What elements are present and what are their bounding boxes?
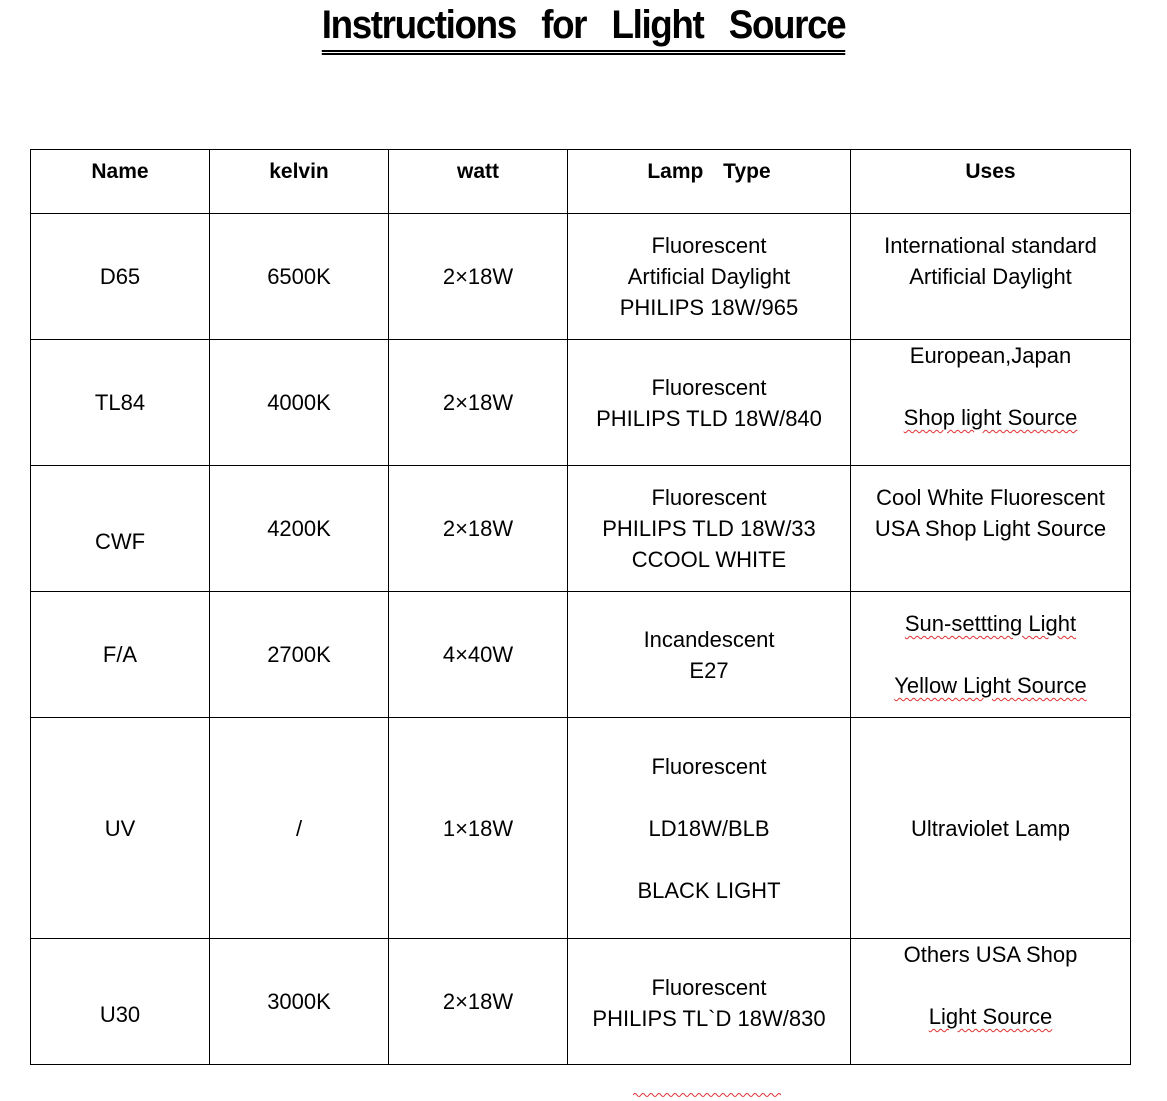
lamp-type-line: Incandescent xyxy=(643,626,775,652)
cell-watt: 2×18W xyxy=(389,340,568,466)
lamp-type-line: Fluorescent xyxy=(651,485,767,510)
table-row xyxy=(31,718,1131,939)
spellcheck-squiggle-decoration xyxy=(633,1092,781,1098)
table-row xyxy=(31,340,1131,466)
uses-line xyxy=(855,1001,1126,1032)
lamp-type-line: Artificial Daylight xyxy=(627,264,791,289)
cell-watt: 1×18W xyxy=(389,718,568,939)
cell-lamp-type xyxy=(568,592,851,718)
table-row xyxy=(31,466,1131,592)
uses-line xyxy=(855,402,1126,433)
header-name: Name xyxy=(31,150,210,214)
page-title: Instructions for Llight Source xyxy=(322,2,846,55)
title-container xyxy=(0,0,1167,55)
cell-uses xyxy=(851,939,1131,1065)
uses-line: Others USA Shop xyxy=(903,942,1078,967)
cell-watt: 2×18W xyxy=(389,939,568,1065)
cell-uses xyxy=(851,718,1131,939)
cell-lamp-type xyxy=(568,939,851,1065)
uses-line-text: Sun-settting Light xyxy=(904,611,1077,636)
lamp-type-line: PHILIPS TL`D 18W/830 xyxy=(592,1006,826,1031)
cell-lamp-type xyxy=(568,214,851,340)
uses-line: USA Shop Light Source xyxy=(874,516,1107,541)
cell-name: TL84 xyxy=(31,340,210,466)
uses-line xyxy=(855,608,1126,639)
uses-spacer xyxy=(855,371,1126,402)
lamp-type-line: PHILIPS TLD 18W/33 xyxy=(602,516,816,541)
lamp-type-line: LD18W/BLB xyxy=(648,815,770,841)
uses-line-text: Yellow Light Source xyxy=(894,673,1087,698)
lamp-type-line: Fluorescent xyxy=(651,975,767,1000)
lamp-type-line: Fluorescent xyxy=(651,374,767,400)
cell-name: U30 xyxy=(31,939,210,1065)
cell-lamp-type xyxy=(568,718,851,939)
table-row xyxy=(31,214,1131,340)
header-lamp-type: Lamp Type xyxy=(568,150,851,214)
cell-kelvin: / xyxy=(210,718,389,939)
uses-line: Artificial Daylight xyxy=(909,264,1072,289)
cell-kelvin: 2700K xyxy=(210,592,389,718)
cell-uses xyxy=(851,340,1131,466)
cell-name: F/A xyxy=(31,592,210,718)
lamp-type-spacer xyxy=(572,782,846,813)
lamp-type-line: PHILIPS 18W/965 xyxy=(619,295,799,320)
cell-name: CWF xyxy=(31,466,210,592)
lamp-type-line: E27 xyxy=(689,657,729,683)
cell-uses xyxy=(851,214,1131,340)
table-row xyxy=(31,939,1131,1065)
header-watt: watt xyxy=(389,150,568,214)
table-header-row xyxy=(31,150,1131,214)
uses-line xyxy=(855,670,1126,701)
uses-spacer xyxy=(855,970,1126,1001)
light-source-table xyxy=(30,149,1131,1065)
cell-kelvin: 4000K xyxy=(210,340,389,466)
uses-line: Ultraviolet Lamp xyxy=(911,815,1070,841)
lamp-type-line: BLACK LIGHT xyxy=(637,877,781,903)
cell-kelvin: 6500K xyxy=(210,214,389,340)
table-row xyxy=(31,592,1131,718)
uses-line: European,Japan xyxy=(909,343,1072,368)
cell-name: UV xyxy=(31,718,210,939)
cell-uses xyxy=(851,466,1131,592)
cell-watt: 2×18W xyxy=(389,214,568,340)
uses-line-text: Shop light Source xyxy=(903,405,1078,430)
cell-lamp-type xyxy=(568,466,851,592)
header-uses: Uses xyxy=(851,150,1131,214)
cell-lamp-type xyxy=(568,340,851,466)
cell-kelvin: 3000K xyxy=(210,939,389,1065)
lamp-type-line: Fluorescent xyxy=(651,753,767,779)
lamp-type-line: PHILIPS TLD 18W/840 xyxy=(596,405,822,431)
cell-kelvin: 4200K xyxy=(210,466,389,592)
cell-watt: 4×40W xyxy=(389,592,568,718)
cell-name: D65 xyxy=(31,214,210,340)
header-kelvin: kelvin xyxy=(210,150,389,214)
lamp-type-line: Fluorescent xyxy=(651,233,767,258)
uses-spacer xyxy=(855,639,1126,670)
uses-line: International standard xyxy=(884,233,1097,258)
cell-uses xyxy=(851,592,1131,718)
cell-watt: 2×18W xyxy=(389,466,568,592)
uses-line-text: Light Source xyxy=(928,1004,1053,1029)
lamp-type-spacer xyxy=(572,844,846,875)
uses-line: Cool White Fluorescent xyxy=(876,485,1105,510)
lamp-type-line: CCOOL WHITE xyxy=(631,547,787,572)
